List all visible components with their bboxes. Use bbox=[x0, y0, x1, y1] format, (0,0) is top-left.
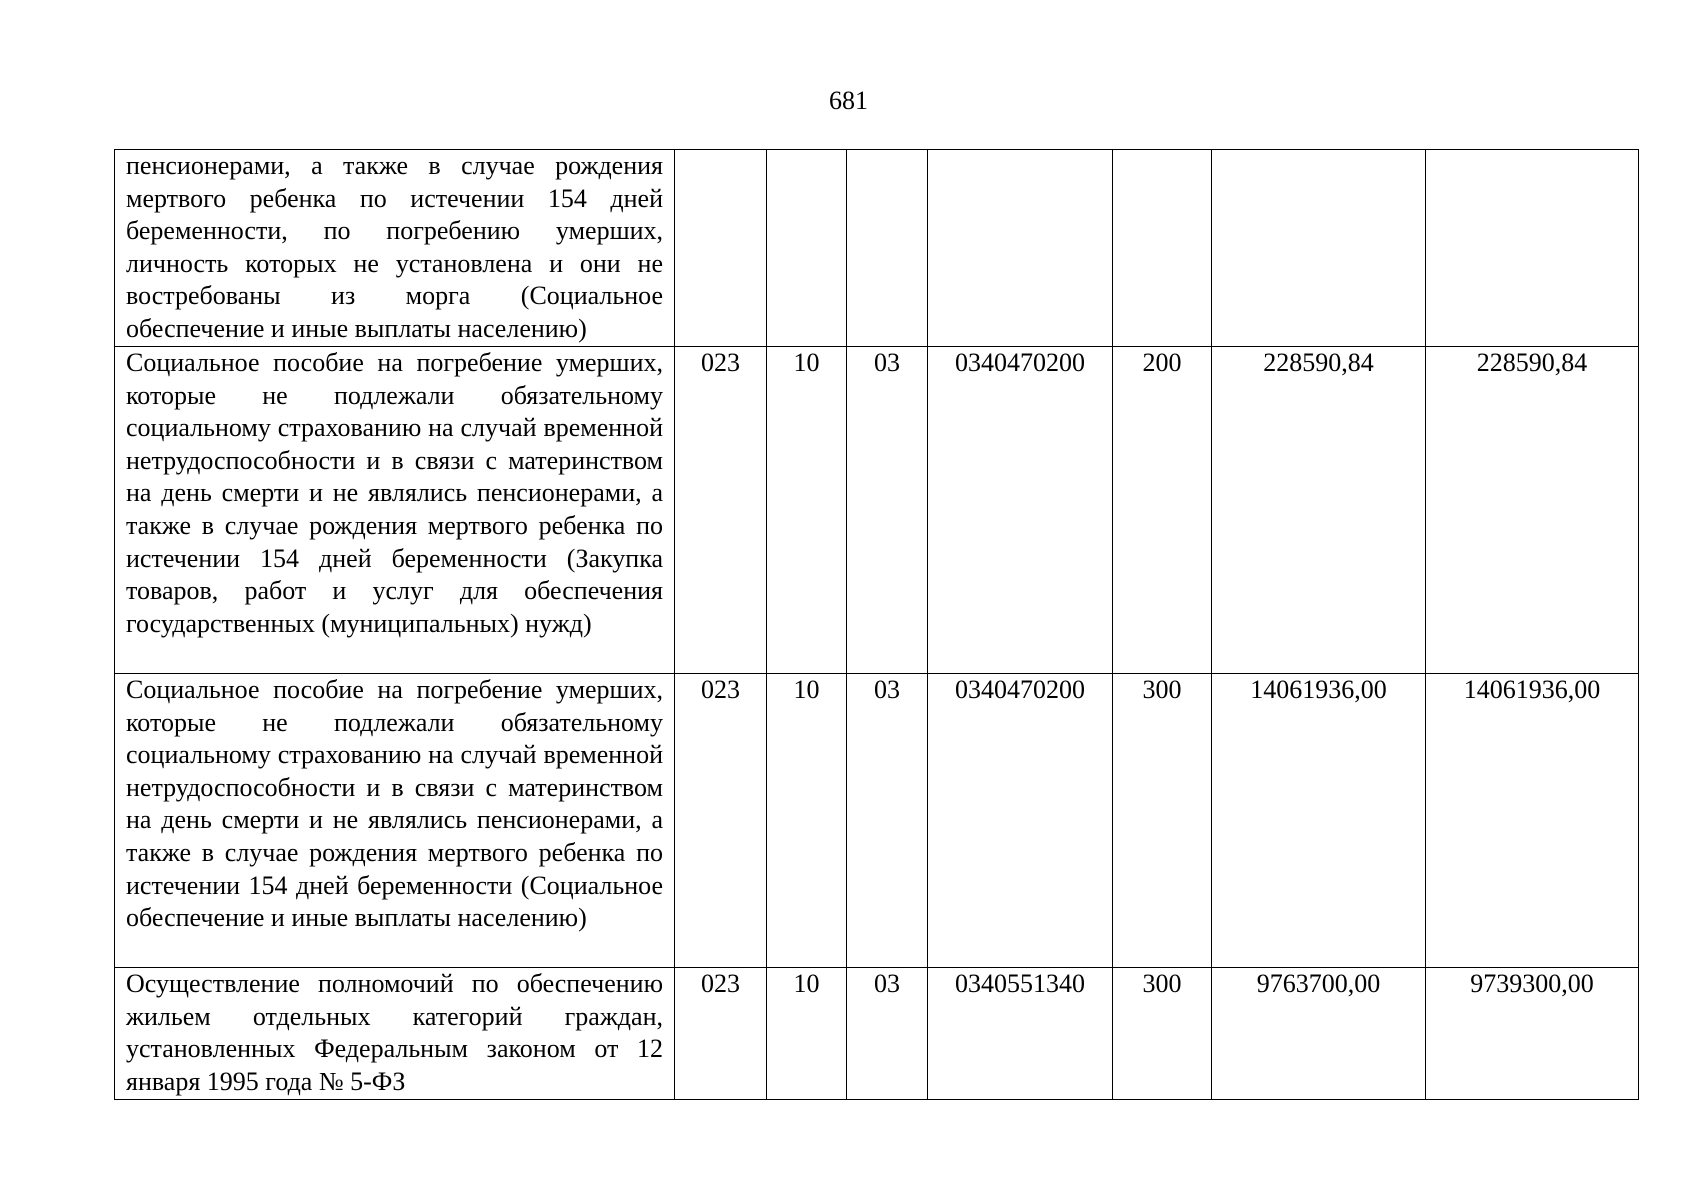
table-row bbox=[115, 347, 1639, 674]
row-description: Социальное пособие на погребение умерших, которые не подлежали обязательному социальному страхованию на случай временной нетрудоспособности и в связи с материнством на день смерти и не являлись пенсионерами, а также в случае рождения мертвого ребенка по истечении 154 дней беременности (Социальное обеспечение и иные выплаты населению) bbox=[115, 674, 675, 968]
cell-grbs bbox=[675, 150, 767, 347]
cell-target-article: 0340470200 bbox=[928, 347, 1113, 674]
cell-sum-2: 228590,84 bbox=[1426, 347, 1639, 674]
cell-target-article bbox=[928, 150, 1113, 347]
cell-section bbox=[767, 150, 847, 347]
cell-sum-2 bbox=[1426, 150, 1639, 347]
cell-sum-1 bbox=[1212, 150, 1426, 347]
cell-subsection bbox=[847, 150, 928, 347]
row-description: Социальное пособие на погребение умерших, которые не подлежали обязательному социальному страхованию на случай временной нетрудоспособности и в связи с материнством на день смерти и не являлись пенсионерами, а также в случае рождения мертвого ребенка по истечении 154 дней беременности (Закупка товаров, работ и услуг для обеспечения государственных (муниципальных) нужд) bbox=[115, 347, 675, 674]
cell-grbs: 023 bbox=[675, 674, 767, 968]
cell-expense-type bbox=[1113, 150, 1212, 347]
cell-section: 10 bbox=[767, 347, 847, 674]
row-description: пенсионерами, а также в случае рождения мертвого ребенка по истечении 154 дней беременности, по погребению умерших, личность которых не установлена и они не востребованы из морга (Социальное обеспечение и иные выплаты населению) bbox=[115, 150, 675, 347]
cell-target-article: 0340551340 bbox=[928, 968, 1113, 1100]
cell-subsection: 03 bbox=[847, 347, 928, 674]
budget-table bbox=[114, 149, 1639, 1100]
cell-section: 10 bbox=[767, 674, 847, 968]
cell-grbs: 023 bbox=[675, 347, 767, 674]
row-description: Осуществление полномочий по обеспечению жильем отдельных категорий граждан, установленных Федеральным законом от 12 января 1995 года № 5-ФЗ bbox=[115, 968, 675, 1100]
cell-sum-1: 9763700,00 bbox=[1212, 968, 1426, 1100]
cell-grbs: 023 bbox=[675, 968, 767, 1100]
cell-subsection: 03 bbox=[847, 968, 928, 1100]
cell-sum-1: 228590,84 bbox=[1212, 347, 1426, 674]
cell-sum-2: 14061936,00 bbox=[1426, 674, 1639, 968]
cell-section: 10 bbox=[767, 968, 847, 1100]
cell-subsection: 03 bbox=[847, 674, 928, 968]
page-number: 681 bbox=[829, 86, 868, 115]
table-row bbox=[115, 674, 1639, 968]
cell-sum-1: 14061936,00 bbox=[1212, 674, 1426, 968]
cell-expense-type: 200 bbox=[1113, 347, 1212, 674]
table-row bbox=[115, 150, 1639, 347]
cell-expense-type: 300 bbox=[1113, 968, 1212, 1100]
table-row bbox=[115, 968, 1639, 1100]
cell-target-article: 0340470200 bbox=[928, 674, 1113, 968]
cell-sum-2: 9739300,00 bbox=[1426, 968, 1639, 1100]
cell-expense-type: 300 bbox=[1113, 674, 1212, 968]
